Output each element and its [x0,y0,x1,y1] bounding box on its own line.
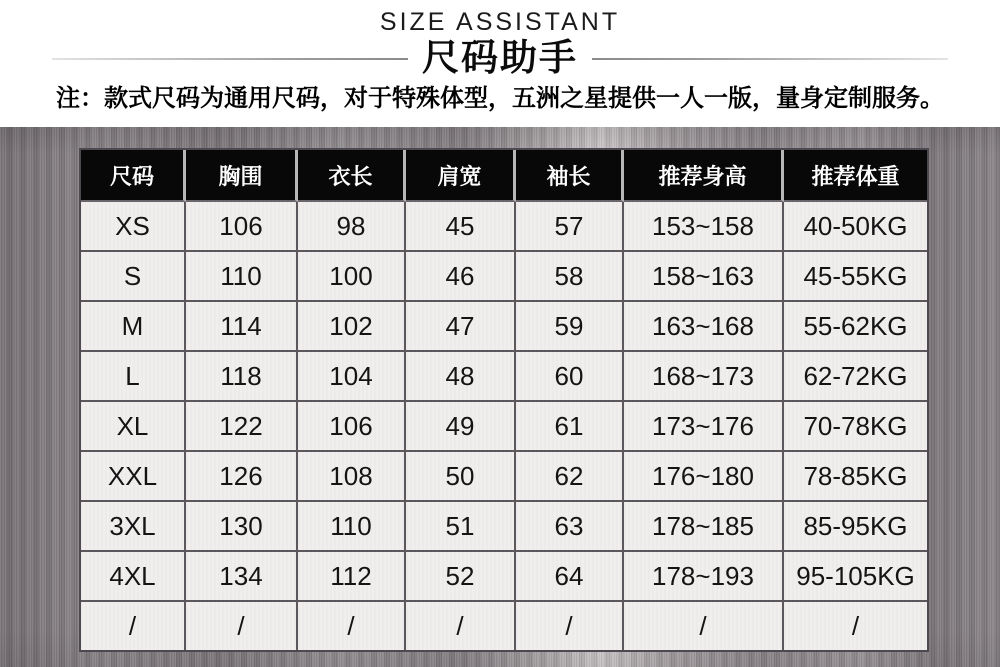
size-label-cell: XS [81,202,186,252]
size-label-cell: M [81,302,186,352]
table-cell: 70-78KG [784,402,927,452]
title-chinese: 尺码助手 [422,38,578,79]
divider-left [52,58,408,60]
table-cell: 63 [516,502,624,552]
size-label-cell: L [81,352,186,402]
table-cell: 47 [406,302,516,352]
table-cell: 64 [516,552,624,602]
table-cell: 45-55KG [784,252,927,302]
table-cell: 122 [186,402,298,452]
table-cell: 102 [298,302,406,352]
table-cell: 118 [186,352,298,402]
table-cell: 112 [298,552,406,602]
size-table [79,148,929,652]
table-row [81,452,927,502]
size-label-cell: / [81,602,186,650]
table-cell: 85-95KG [784,502,927,552]
table-cell: 110 [186,252,298,302]
metal-background [0,127,1000,667]
table-cell: / [406,602,516,650]
table-cell: 57 [516,202,624,252]
table-cell: 126 [186,452,298,502]
table-cell: 62-72KG [784,352,927,402]
table-row [81,252,927,302]
table-cell: 163~168 [624,302,784,352]
table-row [81,502,927,552]
table-cell: 168~173 [624,352,784,402]
table-cell: 78-85KG [784,452,927,502]
table-row [81,352,927,402]
table-cell: / [186,602,298,650]
table-cell: / [516,602,624,650]
table-cell: 51 [406,502,516,552]
table-row [81,602,927,650]
table-cell: 40-50KG [784,202,927,252]
table-cell: / [298,602,406,650]
table-cell: 110 [298,502,406,552]
size-label-cell: 4XL [81,552,186,602]
table-cell: 106 [298,402,406,452]
table-cell: / [624,602,784,650]
table-cell: 158~163 [624,252,784,302]
note-text: 注：款式尺码为通用尺码，对于特殊体型，五洲之星提供一人一版，量身定制服务。 [56,86,944,112]
size-label-cell: S [81,252,186,302]
table-cell: 130 [186,502,298,552]
table-cell: 153~158 [624,202,784,252]
size-label-cell: XL [81,402,186,452]
size-label-cell: 3XL [81,502,186,552]
table-row [81,402,927,452]
table-cell: 114 [186,302,298,352]
table-row [81,202,927,252]
table-cell: 62 [516,452,624,502]
column-header: 衣长 [298,150,406,202]
size-label-cell: XXL [81,452,186,502]
table-cell: 108 [298,452,406,502]
column-header: 推荐身高 [624,150,784,202]
table-cell: 61 [516,402,624,452]
table-header-row [81,150,927,202]
table-cell: 173~176 [624,402,784,452]
table-cell: 60 [516,352,624,402]
table-cell: 176~180 [624,452,784,502]
table-cell: 104 [298,352,406,402]
table-body [81,202,927,650]
table-cell: 52 [406,552,516,602]
divider-right [592,58,948,60]
table-cell: / [784,602,927,650]
table-cell: 48 [406,352,516,402]
column-header: 袖长 [516,150,624,202]
table-cell: 106 [186,202,298,252]
title-english: SIZE ASSISTANT [379,8,621,36]
table-cell: 178~185 [624,502,784,552]
table-row [81,552,927,602]
table-cell: 98 [298,202,406,252]
column-header: 推荐体重 [784,150,927,202]
table-row [81,302,927,352]
table-cell: 100 [298,252,406,302]
table-cell: 49 [406,402,516,452]
table-cell: 46 [406,252,516,302]
table-cell: 95-105KG [784,552,927,602]
column-header: 尺码 [81,150,186,202]
table-cell: 55-62KG [784,302,927,352]
table-cell: 59 [516,302,624,352]
column-header: 胸围 [186,150,298,202]
table-cell: 58 [516,252,624,302]
column-header: 肩宽 [406,150,516,202]
table-cell: 50 [406,452,516,502]
title-chinese-row [0,38,1000,80]
table-cell: 45 [406,202,516,252]
table-cell: 134 [186,552,298,602]
table-cell: 178~193 [624,552,784,602]
header-section [0,0,1000,127]
